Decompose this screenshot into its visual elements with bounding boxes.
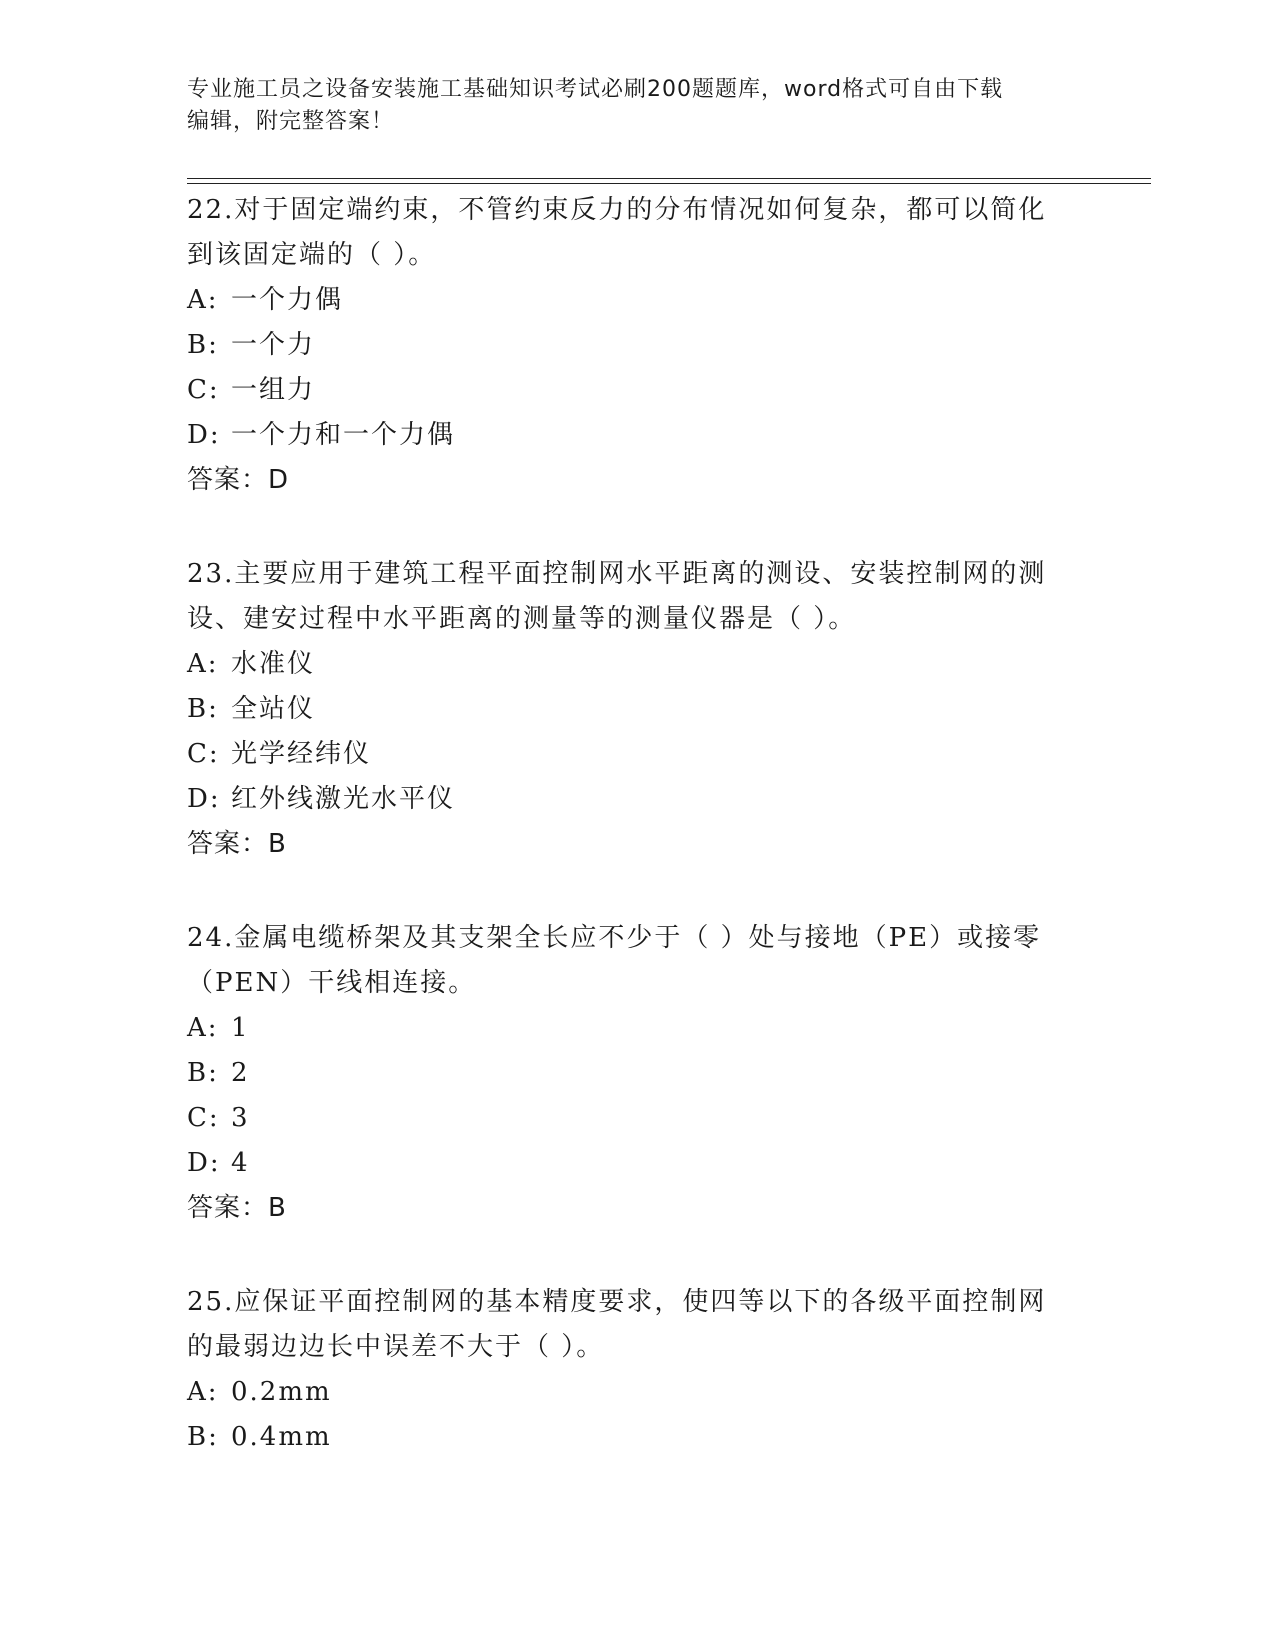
option-a [187,1370,1087,1415]
option-text: 2 [231,1058,250,1088]
option-d [187,777,1087,822]
question-stem [187,916,1087,1006]
option-text: 一个力和一个力偶 [231,420,456,450]
option-letter: D: [187,420,221,450]
option-d [187,413,1087,458]
option-text: 红外线激光水平仪 [231,784,456,814]
option-b [187,323,1087,368]
option-b [187,1415,1087,1460]
document-header [187,74,1067,138]
option-letter: B: [187,694,219,724]
option-letter: A: [187,1377,219,1407]
question-stem-line-1: 22.对于固定端约束，不管约束反力的分布情况如何复杂，都可以简化 [187,195,1047,225]
option-d [187,1141,1087,1186]
option-letter: C: [187,739,220,769]
option-letter: B: [187,1422,219,1452]
option-b [187,1051,1087,1096]
option-a [187,1006,1087,1051]
option-c [187,368,1087,413]
question-stem-line-1: 23.主要应用于建筑工程平面控制网水平距离的测设、安装控制网的测 [187,559,1047,589]
option-b [187,687,1087,732]
question-stem-line-1: 24.金属电缆桥架及其支架全长应不少于（ ）处与接地（PE）或接零 [187,923,1042,953]
question-stem [187,552,1087,642]
answer-line: 答案：B [187,829,287,859]
option-a [187,278,1087,323]
question-24 [187,916,1087,1231]
option-letter: A: [187,285,219,315]
header-title-line-2: 编辑，附完整答案！ [187,109,395,134]
option-text: 一个力 [231,330,316,360]
option-letter: B: [187,330,219,360]
header-divider-top [187,178,1151,179]
option-letter: C: [187,1103,220,1133]
option-letter: D: [187,1148,221,1178]
option-a [187,642,1087,687]
header-title-line-1: 专业施工员之设备安装施工基础知识考试必刷200题题库，word格式可自由下载 [187,77,1004,102]
option-text: 一组力 [231,375,316,405]
option-text: 光学经纬仪 [231,739,372,769]
option-letter: A: [187,1013,219,1043]
question-stem-line-1: 25.应保证平面控制网的基本精度要求，使四等以下的各级平面控制网 [187,1287,1047,1317]
answer-line: 答案：D [187,465,290,495]
option-letter: D: [187,784,221,814]
question-23 [187,552,1087,867]
question-stem-line-2: 的最弱边边长中误差不大于（ ）。 [187,1332,605,1362]
option-letter: C: [187,375,220,405]
option-c [187,732,1087,777]
option-text: 0.4mm [231,1422,332,1452]
question-stem [187,188,1087,278]
answer-line: 答案：B [187,1193,287,1223]
question-stem-line-2: 设、建安过程中水平距离的测量等的测量仪器是（ ）。 [187,604,857,634]
option-text: 3 [231,1103,250,1133]
question-stem [187,1280,1087,1370]
option-c [187,1096,1087,1141]
question-stem-line-2: （PEN）干线相连接。 [187,968,477,998]
option-text: 4 [231,1148,250,1178]
option-text: 0.2mm [231,1377,332,1407]
option-letter: B: [187,1058,219,1088]
question-stem-line-2: 到该固定端的（ ）。 [187,240,437,270]
question-22 [187,188,1087,503]
question-25 [187,1280,1087,1460]
option-text: 水准仪 [231,649,316,679]
option-letter: A: [187,649,219,679]
header-divider-bottom [187,183,1151,184]
option-text: 1 [231,1013,250,1043]
option-text: 全站仪 [231,694,316,724]
option-text: 一个力偶 [231,285,344,315]
